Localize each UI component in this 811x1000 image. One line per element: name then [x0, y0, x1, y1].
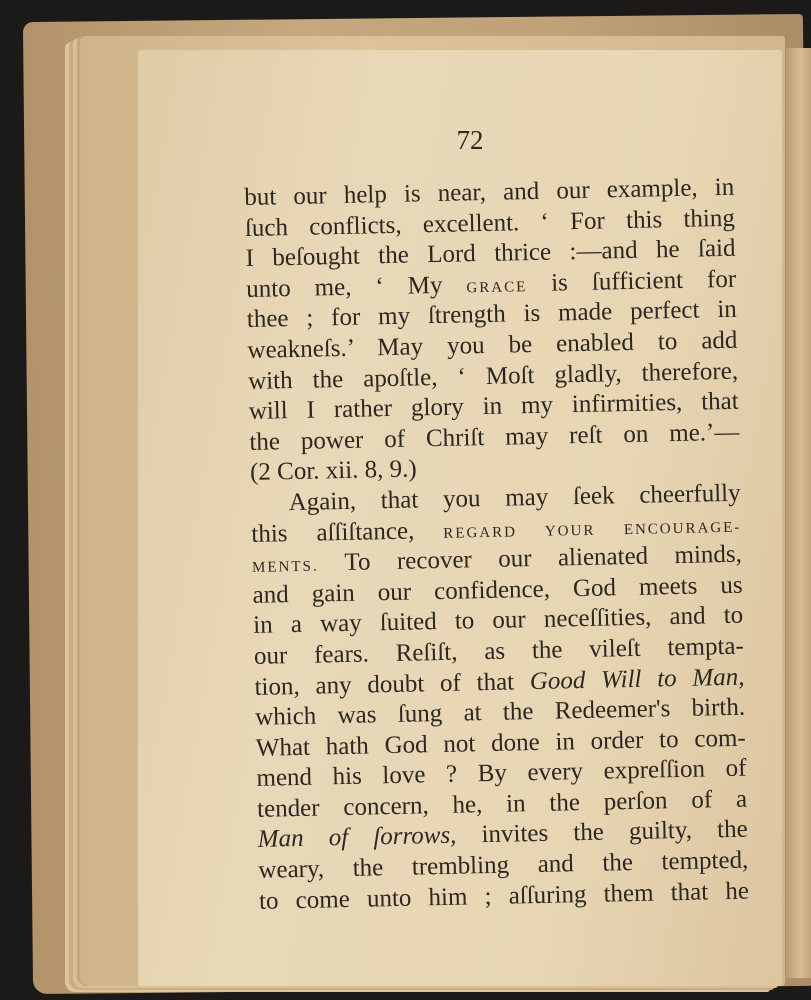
text-segment: this aſſiſtance, [251, 516, 444, 548]
text-segment: but our help is near, and our example, in [244, 173, 735, 211]
text-segment: ſuch conflicts, excellent. ‘ For this thing [244, 204, 736, 242]
italic-text: Good Will to Man, [529, 663, 745, 695]
text-segment: To recover our alienated minds, [318, 540, 743, 577]
text-segment: unto me, ‘ My [245, 271, 467, 303]
small-caps-text: GRACE [466, 278, 528, 297]
text-segment: which was ſung at the Redeemer's birth. [254, 693, 746, 731]
text-segment: in a way ſuited to our neceſſities, and to [252, 601, 744, 640]
text-segment: weakneſs.’ May you be enabled to add [247, 326, 738, 364]
text-segment: (2 Cor. xii. 8, 9.) [249, 455, 417, 487]
small-caps-text: MENTS. [251, 558, 319, 577]
text-segment: and gain our confidence, God meets us [252, 571, 743, 609]
text-segment: weary, the trembling and the tempted, [258, 846, 749, 884]
facing-page-edge [786, 48, 811, 978]
text-segment: our fears. Reſiſt, as the vileſt tempta- [253, 632, 745, 670]
text-segment: to come unto him ; aſſuring them that he [258, 877, 750, 915]
text-segment: tion, any doubt of that [254, 667, 531, 701]
page-number: 72 [456, 125, 484, 155]
small-caps-text: REGARD YOUR ENCOURAGE- [443, 519, 742, 542]
text-segment: invites the guilty, the [456, 816, 748, 850]
text-segment: mend his love ? By every expreſſion of [256, 754, 747, 793]
page-text [244, 173, 749, 917]
italic-text: Man of ſorrows, [257, 822, 457, 854]
text-segment: is ſufficient for [526, 265, 737, 297]
text-segment: the power of Chriſt may reſt on me.’— [249, 418, 740, 456]
text-segment: Again, that you may ſeek cheerfully [288, 479, 741, 517]
text-segment: will I rather glory in my infirmities, that [248, 387, 739, 426]
text-segment: tender concern, he, in the perſon of a [256, 785, 748, 823]
text-segment: I beſought the Lord thrice :—and he ſaid [245, 234, 736, 273]
text-segment: thee ; for my ſtrength is made perfect in [246, 296, 738, 334]
text-segment: What hath God not done in order to com- [255, 724, 747, 762]
text-segment: with the apoſtle, ‘ Moſt gladly, therefore, [247, 357, 739, 395]
